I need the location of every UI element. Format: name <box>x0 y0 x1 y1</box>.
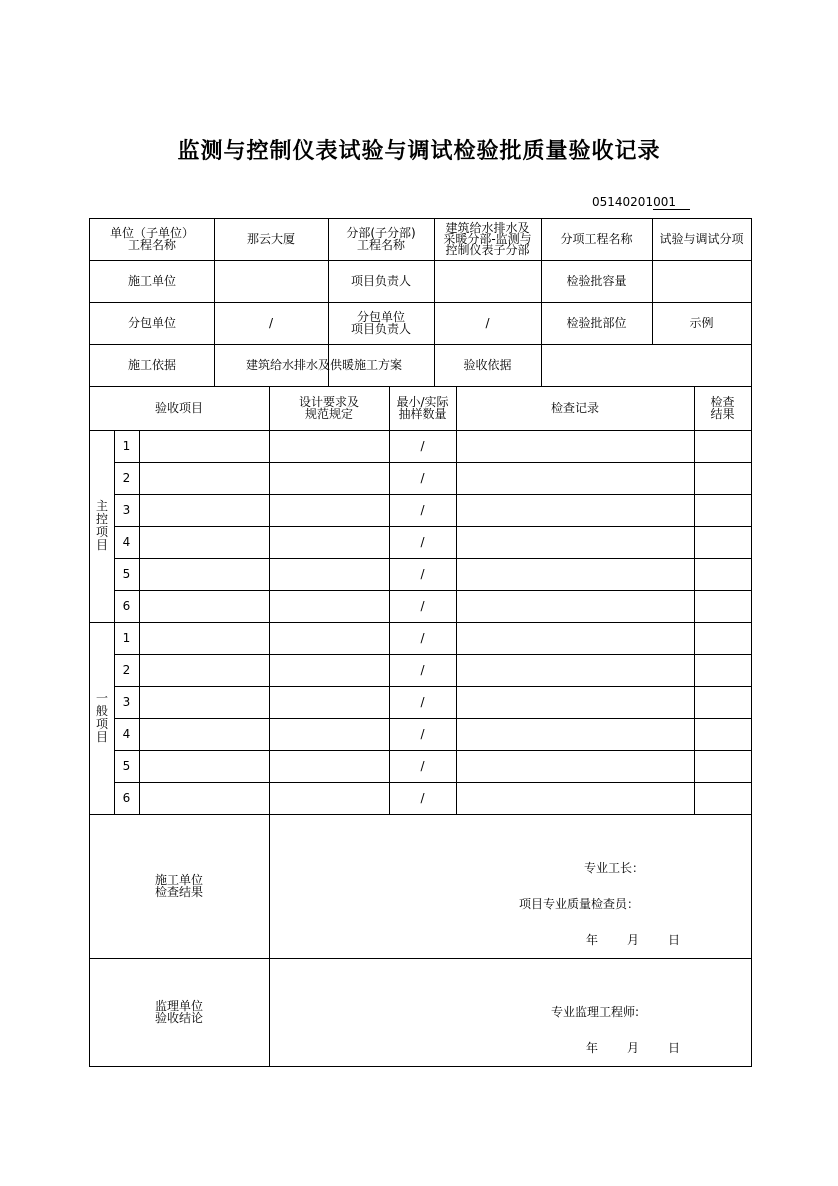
record-code-suffix: 001 <box>653 195 690 210</box>
row-sample: / <box>420 631 425 645</box>
row-sample: / <box>420 663 425 677</box>
row-sample: / <box>420 439 425 453</box>
row-number: 1 <box>122 631 131 645</box>
row-sample: / <box>420 727 425 741</box>
contractor-date-day: 日 <box>668 933 681 947</box>
capacity-label: 检验批容量 <box>566 274 627 288</box>
row-number: 4 <box>122 727 131 741</box>
contractor-value <box>214 260 328 302</box>
supervisor-date-day: 日 <box>668 1041 681 1055</box>
contractor-check-label: 施工单位 检查结果 <box>154 873 203 899</box>
row-number: 2 <box>122 663 131 677</box>
row-sample: / <box>420 535 425 549</box>
foreman-label: 专业工长： <box>584 861 645 875</box>
subitem-value: 试验与调试分项 <box>659 232 744 246</box>
sub-pm-value: / <box>485 316 490 330</box>
contractor-label: 施工单位 <box>127 274 176 288</box>
page-title: 监测与控制仪表试验与调试检验批质量验收记录 <box>177 139 661 164</box>
location-label: 检验批部位 <box>566 316 627 330</box>
engineer-label: 专业监理工程师: <box>551 1005 640 1019</box>
main-group-label: 主 控 项 目 <box>95 499 108 552</box>
pm-label: 项目负责人 <box>350 274 411 288</box>
row-number: 1 <box>122 439 131 453</box>
sub-value: / <box>268 316 274 330</box>
record-code <box>592 195 690 209</box>
row-number: 3 <box>122 695 131 709</box>
row-number: 3 <box>122 503 131 517</box>
capacity-value <box>652 260 751 302</box>
contractor-date-month: 月 <box>627 933 640 947</box>
row-sample: / <box>420 471 425 485</box>
col-record: 检查记录 <box>550 401 599 415</box>
row-sample: / <box>420 791 425 805</box>
row-number: 2 <box>122 471 131 485</box>
supervisor-check-label: 监理单位 验收结论 <box>154 999 203 1025</box>
contractor-date-year: 年 <box>586 933 599 947</box>
division-label: 分部(子分部) 工程名称 <box>346 226 416 252</box>
row-number: 5 <box>122 759 131 773</box>
row-sample: / <box>420 503 425 517</box>
location-value: 示例 <box>689 316 714 330</box>
division-value: 建筑给水排水及 采暖分部-监测与 控制仪表子分部 <box>443 220 532 257</box>
general-group-label: 一 般 项 目 <box>95 691 108 744</box>
row-sample: / <box>420 599 425 613</box>
row-number: 4 <box>122 535 131 549</box>
record-code-prefix: 05140201 <box>592 195 654 209</box>
supervisor-date-month: 月 <box>627 1041 640 1055</box>
basis-label: 施工依据 <box>127 358 176 372</box>
subitem-label: 分项工程名称 <box>560 232 633 246</box>
pm-value <box>434 260 541 302</box>
acceptance-basis-value <box>541 344 751 386</box>
row-sample: / <box>420 695 425 709</box>
inspector-label: 项目专业质量检查员： <box>519 897 640 911</box>
unit-label: 单位（子单位） 工程名称 <box>109 226 194 252</box>
col-item: 验收项目 <box>154 401 203 415</box>
col-design: 设计要求及 规范规定 <box>298 395 359 421</box>
unit-value: 那云大厦 <box>246 232 295 246</box>
row-sample: / <box>420 759 425 773</box>
acceptance-basis-label: 验收依据 <box>463 358 512 372</box>
row-number: 5 <box>122 567 131 581</box>
col-sample: 最小/实际 抽样数量 <box>396 395 449 421</box>
row-number: 6 <box>122 599 131 613</box>
col-result: 检查 结果 <box>710 395 735 421</box>
row-number: 6 <box>122 791 131 805</box>
row-sample: / <box>420 567 425 581</box>
basis-value: 建筑给水排水及供暖施工方案 <box>245 358 402 372</box>
sub-label: 分包单位 <box>127 316 176 330</box>
supervisor-date-year: 年 <box>586 1041 599 1055</box>
sub-pm-label: 分包单位 项目负责人 <box>350 310 411 336</box>
